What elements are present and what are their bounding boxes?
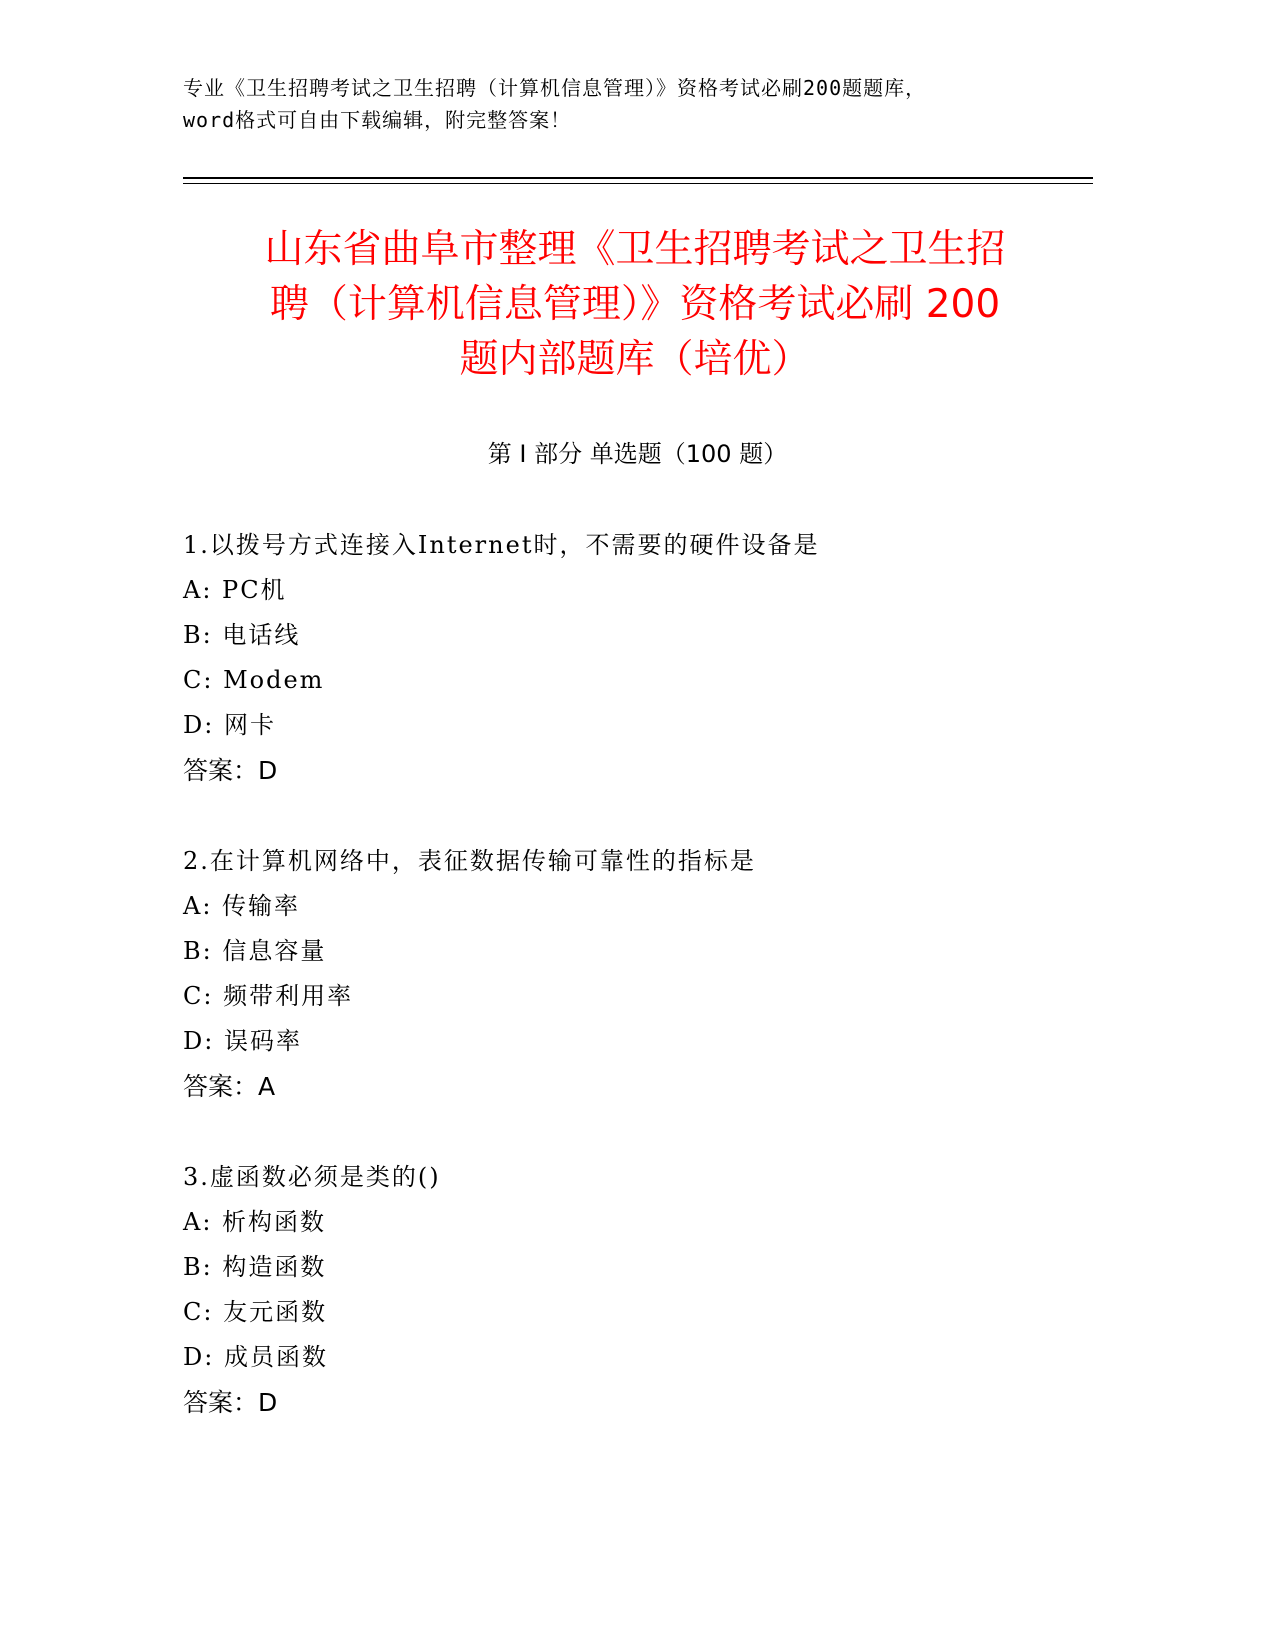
option-b: B: 电话线 <box>183 621 301 649</box>
option-a: A: 析构函数 <box>183 1208 327 1236</box>
option-a: A: 传输率 <box>183 892 301 920</box>
option-d: D: 网卡 <box>183 711 276 739</box>
document-title-line-3: 题内部题库（培优） <box>459 337 811 382</box>
option-c: C: 频带利用率 <box>183 982 354 1010</box>
option-c: C: Modem <box>183 666 325 694</box>
option-d: D: 成员函数 <box>183 1343 328 1371</box>
header-rule-thick <box>183 177 1093 179</box>
option-d: D: 误码率 <box>183 1027 302 1055</box>
option-b: B: 构造函数 <box>183 1253 327 1281</box>
question-2 <box>183 839 1083 1109</box>
option-b: B: 信息容量 <box>183 937 327 965</box>
question-text: 2.在计算机网络中，表征数据传输可靠性的指标是 <box>183 847 756 875</box>
header-rule-thin <box>183 183 1093 184</box>
document-title <box>195 222 1075 387</box>
document-title-line-1: 山东省曲阜市整理《卫生招聘考试之卫生招 <box>264 227 1006 272</box>
question-3 <box>183 1155 1083 1425</box>
answer: 答案：D <box>183 756 278 785</box>
option-c: C: 友元函数 <box>183 1298 328 1326</box>
question-text: 3.虚函数必须是类的() <box>183 1163 441 1191</box>
header-note-line-1: 专业《卫生招聘考试之卫生招聘（计算机信息管理）》资格考试必刷200题题库， <box>183 76 927 100</box>
header-note <box>183 72 1083 136</box>
option-a: A: PC机 <box>183 576 287 604</box>
document-title-line-2: 聘（计算机信息管理）》资格考试必刷 200 <box>269 282 1001 327</box>
question-text: 1.以拨号方式连接入Internet时，不需要的硬件设备是 <box>183 531 820 559</box>
answer: 答案：A <box>183 1072 276 1101</box>
header-note-line-2: word格式可自由下载编辑，附完整答案！ <box>183 108 572 132</box>
question-1 <box>183 523 1083 793</box>
answer: 答案：D <box>183 1388 278 1417</box>
section-heading: 第 I 部分 单选题（100 题） <box>487 440 788 468</box>
